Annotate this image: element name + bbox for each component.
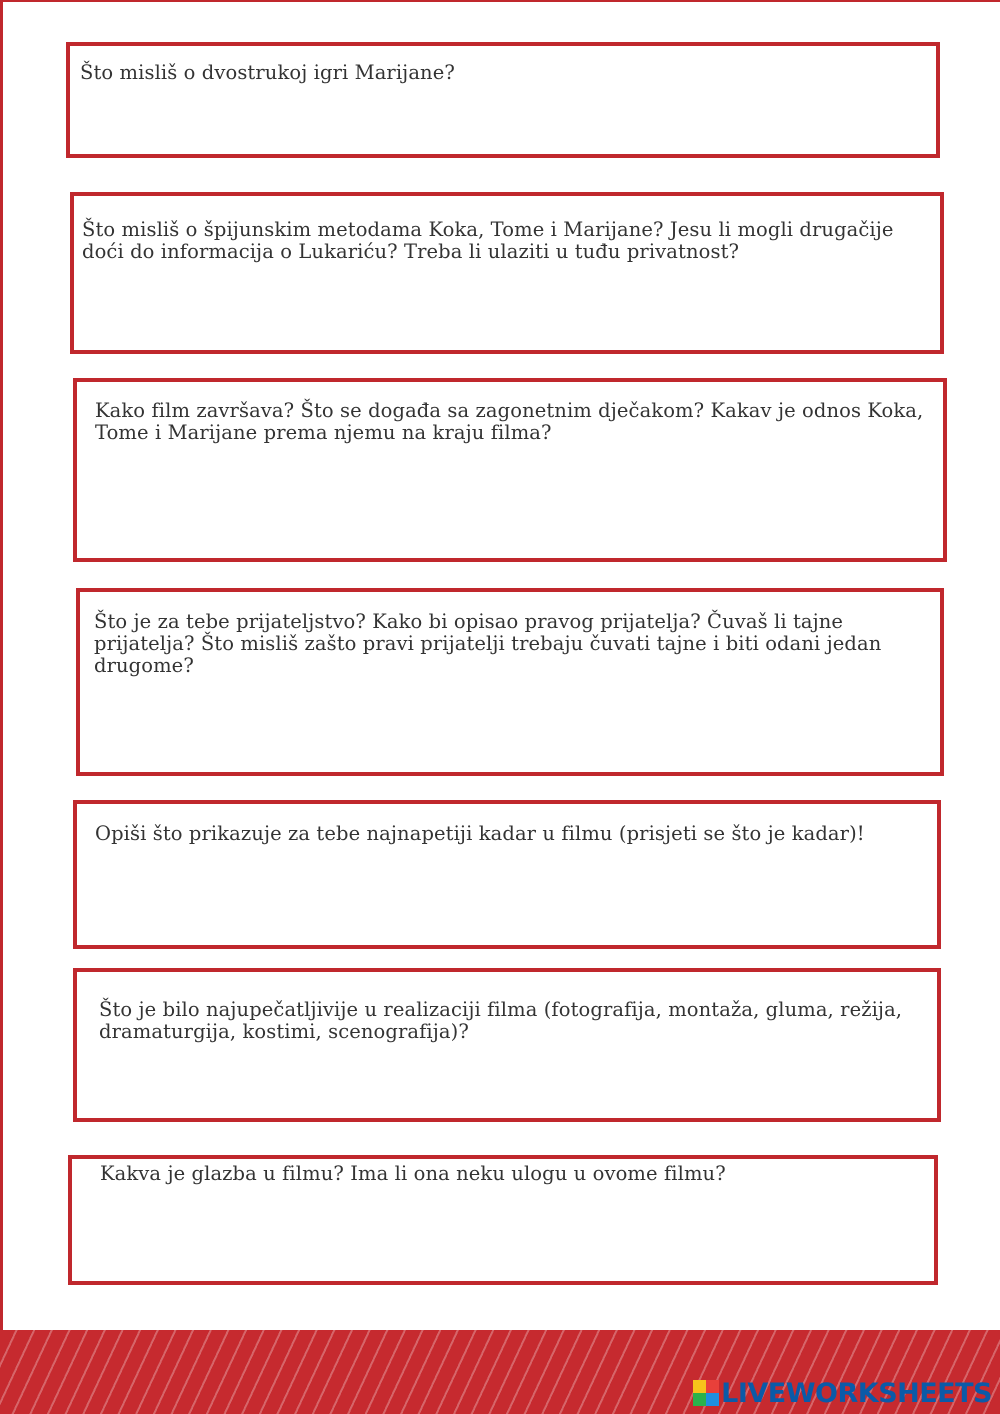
question-box-1[interactable] xyxy=(66,42,940,158)
liveworksheets-text: LIVEWORKSHEETS xyxy=(721,1377,992,1409)
question-text-5: Opiši što prikazuje za tebe najnapetiji kadar u filmu (prisjeti se što je kadar)! xyxy=(95,822,865,845)
liveworksheets-watermark xyxy=(693,1378,992,1408)
question-text-3: Kako film završava? Što se događa sa zagonetnim dječakom? Kakav je odnos Koka, Tome i Marijane prema njemu na kraju filma? xyxy=(95,399,924,444)
question-box-6[interactable] xyxy=(73,968,941,1122)
liveworksheets-logo-icon xyxy=(693,1380,719,1406)
question-text-6: Što je bilo najupečatljivije u realizaciji filma (fotografija, montaža, gluma, režija, dramaturgija, kostimi, scenografija)? xyxy=(99,998,903,1043)
page-top-border xyxy=(0,0,1000,2)
question-box-4[interactable] xyxy=(76,588,944,776)
question-text-7: Kakva je glazba u filmu? Ima li ona neku ulogu u ovome filmu? xyxy=(100,1162,726,1185)
question-box-3[interactable] xyxy=(73,378,947,562)
question-text-4: Što je za tebe prijateljstvo? Kako bi opisao pravog prijatelja? Čuvaš li tajne prijatelja? Što misliš zašto pravi prijatelji trebaju čuvati tajne i biti odani jedan drugome? xyxy=(94,610,882,677)
question-box-7[interactable] xyxy=(68,1155,938,1285)
question-text-1: Što misliš o dvostrukoj igri Marijane? xyxy=(80,61,455,84)
question-box-2[interactable] xyxy=(70,192,944,354)
page-left-border xyxy=(0,0,3,1330)
question-text-2: Što misliš o špijunskim metodama Koka, Tome i Marijane? Jesu li mogli drugačije doći do informacija o Lukariću? Treba li ulaziti u tuđu privatnost? xyxy=(82,218,894,263)
question-box-5[interactable] xyxy=(73,800,941,949)
